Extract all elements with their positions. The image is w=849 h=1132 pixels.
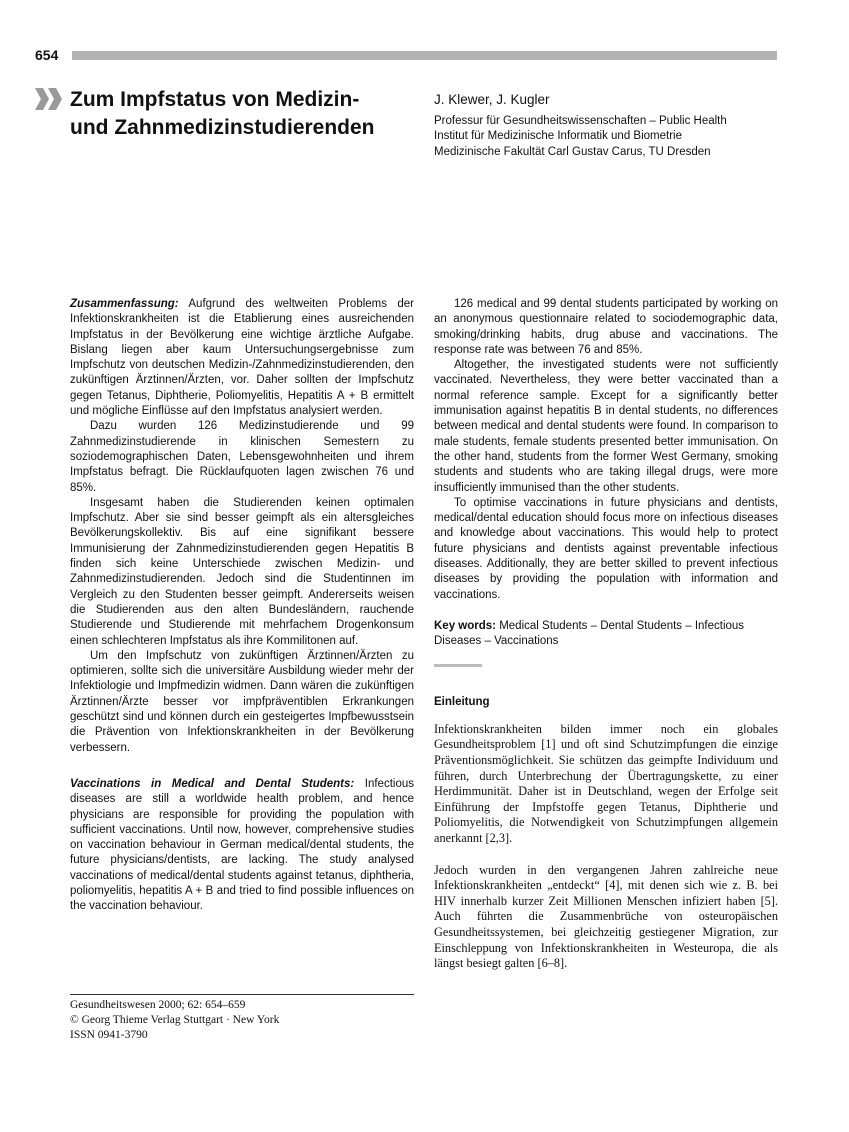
abstract-en-text: Infectious diseases are still a worldwide health problem, and hence physicians are responsible for providing the population with sufficient vaccinations. Until now, however, comprehensive studies on vaccination behaviour in German medical/dental students, the future physicians/dentists, are lacking. The study analysed vaccinations of medical/dental students against tetanus, diphtheria, poliomyelitis, hepatitis A + B and tried to find possible influences on the vaccination behaviour. (70, 777, 414, 913)
header-bar (72, 51, 777, 60)
affiliation-line: Professur für Gesundheitswissenschaften – Public Health (434, 115, 727, 127)
article-title: Zum Impfstatus von Medizin- und Zahnmedizinstudierenden (70, 88, 375, 139)
abstract-en-label: Vaccinations in Medical and Dental Students: (70, 777, 355, 790)
right-column (434, 297, 778, 972)
left-column (70, 297, 414, 915)
article-authors: J. Klewer, J. Kugler (434, 92, 550, 107)
abstract-de-p2: Dazu wurden 126 Medizinstudierende und 99 Zahnmedizinstudierende in klinischen Semestern zu soziodemographischen Daten, Lebensgewohnheiten und ihrem Impfstatus befragt. Die Rücklaufquoten lagen zwischen 76 und 85%. (70, 420, 414, 494)
keywords-text: Medical Students – Dental Students – Infectious Diseases – Vaccinations (434, 619, 745, 648)
intro-p2: Jedoch wurden in den vergangenen Jahren zahlreiche neue Infektionskrankheiten „entdeckt“ [4], mit denen sich wie z. B. bei HIV innerhalb kurzer Zeit Millionen Menschen infiziert haben [5]. Auch führten die Zusammenbrüche von osteuropäischen Gesundheitssystemen, bei gleichzeitig gestiegener Migration, zur Einschleppung von Infektionskrankheiten in Westeuropa, die als längst besiegt galten [6–8]. (434, 862, 778, 971)
abstract-de-label: Zusammenfassung: (70, 298, 179, 310)
footer-publisher: © Georg Thieme Verlag Stuttgart · New York (70, 1014, 280, 1026)
footer-rule (70, 994, 414, 995)
affiliation-line: Medizinische Fakultät Carl Gustav Carus, TU Dresden (434, 145, 711, 158)
double-chevron-icon (35, 88, 65, 110)
intro-p1: Infektionskrankheiten bilden immer noch ein globales Gesundheitsproblem [1] und oft sind Schutzimpfungen die einzige Präventionsmöglichkeit. Sie schützen das geimpfte Individuum und führen, durch Unterbrechung der Übertragungskette, zu einer Herdimmunität. Daher ist in Deutschland, wegen der Erfolge seit Einführung der Impfstoffe gegen Tetanus, Diphtherie und Poliomyelitis, die Notwendigkeit von Schutzimpfungen allgemein anerkannt [2,3]. (434, 721, 778, 845)
abstract-en-p3: Altogether, the investigated students were not sufficiently vaccinated. Nevertheless, they were better vaccinated than a normal reference sample. Except for a significantly better immunisation against hepatitis B in dental students, no differences between medical and dental students were found. In comparison to male students, female students presented better immunisation. On the other hand, students from the former West Germany, smoking students and students who are taking illegal drugs, were more insufficiently immunised than the other students. (434, 359, 778, 494)
keywords-label: Key words: (434, 619, 496, 632)
footer (70, 998, 279, 1043)
abstract-de-text: Aufgrund des weltweiten Problems der Infektionskrankheiten ist die Etablierung eines ausreichenden Impfstatus in der Bevölkerung eine wichtige ärztliche Aufgabe. Bislang liegen aber kaum Untersuchungsergebnisse zum Impfschutz von deutschen Medizin-/Zahnmedizinstudierenden, den zukünftigen Ärztinnen/Ärzten, vor. Daher sollten der Impfschutz gegen Tetanus, Diphtherie, Poliomyelitis, Hepatitis A + B ermittelt und mögliche Einflüsse auf den Impfstatus analysiert werden. (70, 298, 414, 418)
article-affiliation (434, 114, 774, 160)
keywords (434, 619, 778, 650)
footer-issn: ISSN 0941-3790 (70, 1029, 148, 1041)
abstract-en-p2: 126 medical and 99 dental students participated by working on an anonymous questionnaire related to sociodemographic data, smoking/drinking habits, drug abuse and vaccinations. The response rate was between 76 and 85%. (434, 298, 778, 356)
abstract-de-p4: Um den Impfschutz von zukünftigen Ärztinnen/Ärzten zu optimieren, sollte sich die universitäre Ausbildung wieder mehr der Infektiologie und Impfmedizin widmen. Dann wären die zukünftigen Ärztinnen/Ärzte besser vor impfpräventiblen Erkrankungen geschützt sind und können durch ein gesteigertes Impfbewusstsein die Prävention von Infektionskrankheiten in der Bevölkerung verbessern. (70, 649, 414, 754)
page-number: 654 (35, 47, 59, 63)
abstract-de-p3: Insgesamt haben die Studierenden keinen optimalen Impfschutz. Aber sie sind besser geimpft als ein altersgleiches Bevölkerungskollektiv. Bis auf eine signifikant bessere Immunisierung der Zahnmedizinstudierenden gegen Hepatitis B finden sich keine Unterschiede zwischen Medizin- und Zahnmedizinstudierenden. Jedoch sind die Studentinnen im Vergleich zu den Studenten besser geimpft. Andererseits weisen die Studierenden aus den alten Bundesländern, rauchende Studierende und Studierende mit mehrfachem Drogenkonsum einen schlechteren Impfstatus als ihre Kommilitonen auf. (70, 496, 414, 647)
abstract-de-p1 (70, 297, 414, 419)
affiliation-line: Institut für Medizinische Informatik und Biometrie (434, 130, 682, 143)
section-divider (434, 664, 482, 667)
abstract-en-p1 (70, 777, 414, 915)
abstract-en-p4: To optimise vaccinations in future physicians and dentists, medical/dental education should focus more on infectious diseases and knowledge about vaccinations. This would help to protect future physicians and dentists against preventable infectious diseases. Additionally, they are better skilled to prevent infectious diseases by providing the population with information and vaccinations. (434, 496, 778, 601)
section-heading: Einleitung (434, 695, 490, 708)
footer-journal: Gesundheitswesen 2000; 62: 654–659 (70, 999, 246, 1011)
